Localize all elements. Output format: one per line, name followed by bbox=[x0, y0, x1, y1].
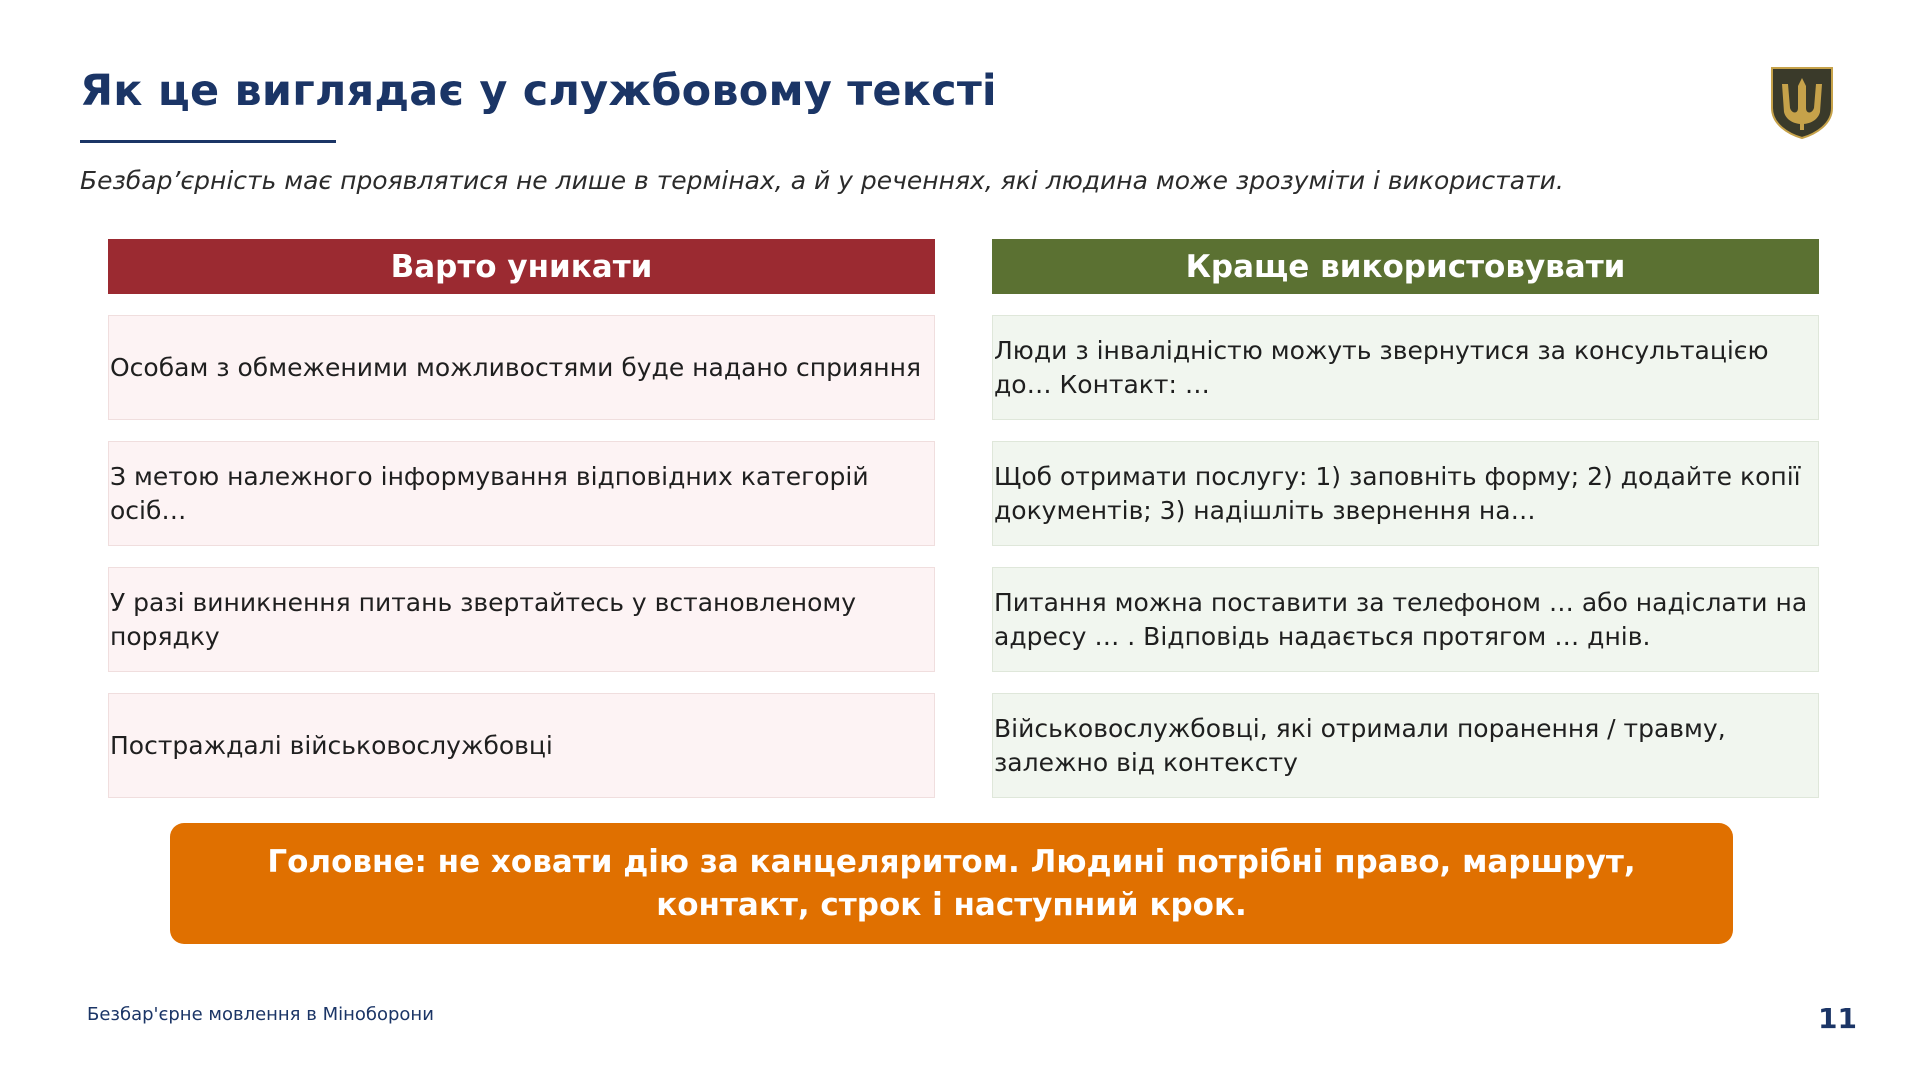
prefer-card-text: Військовослужбовці, які отримали поранення / травму, залежно від контексту bbox=[994, 713, 1726, 777]
avoid-card bbox=[108, 441, 935, 546]
avoid-card bbox=[108, 315, 935, 420]
key-takeaway-callout: Головне: не ховати дію за канцеляритом. Людині потрібні право, маршрут, контакт, строк і наступний крок. bbox=[170, 823, 1733, 944]
prefer-card bbox=[992, 567, 1819, 672]
slide-subtitle: Безбар’єрність має проявлятися не лише в термінах, а й у реченнях, які людина може зрозуміти і використати. bbox=[80, 166, 1564, 195]
prefer-card-text: Питання можна поставити за телефоном … або надіслати на адресу … . Відповідь надається протягом … днів. bbox=[994, 587, 1808, 651]
avoid-header: Варто уникати bbox=[108, 239, 935, 294]
avoid-card bbox=[108, 567, 935, 672]
prefer-card bbox=[992, 693, 1819, 798]
avoid-card bbox=[108, 693, 935, 798]
avoid-card-text: З метою належного інформування відповідних категорій осіб… bbox=[110, 461, 869, 525]
prefer-header: Краще використовувати bbox=[992, 239, 1819, 294]
title-underline bbox=[80, 140, 336, 143]
avoid-card-text: Постраждалі військовослужбовці bbox=[110, 730, 553, 760]
prefer-card-text: Щоб отримати послугу: 1) заповніть форму; 2) додайте копії документів; 3) надішліть звернення на… bbox=[994, 461, 1801, 525]
avoid-card-text: У разі виникнення питань звертайтесь у встановленому порядку bbox=[110, 587, 857, 651]
prefer-card bbox=[992, 441, 1819, 546]
prefer-card bbox=[992, 315, 1819, 420]
ministry-trident-shield-icon bbox=[1768, 64, 1836, 140]
avoid-column bbox=[108, 239, 935, 798]
slide-title: Як це виглядає у службовому тексті bbox=[80, 66, 997, 116]
footer-caption: Безбар'єрне мовлення в Міноборони bbox=[87, 1004, 434, 1025]
avoid-card-text: Особам з обмеженими можливостями буде надано сприяння bbox=[110, 352, 921, 382]
page-number: 11 bbox=[1818, 1002, 1857, 1035]
prefer-column bbox=[992, 239, 1819, 798]
prefer-card-text: Люди з інвалідністю можуть звернутися за консультацією до… Контакт: … bbox=[994, 335, 1769, 399]
